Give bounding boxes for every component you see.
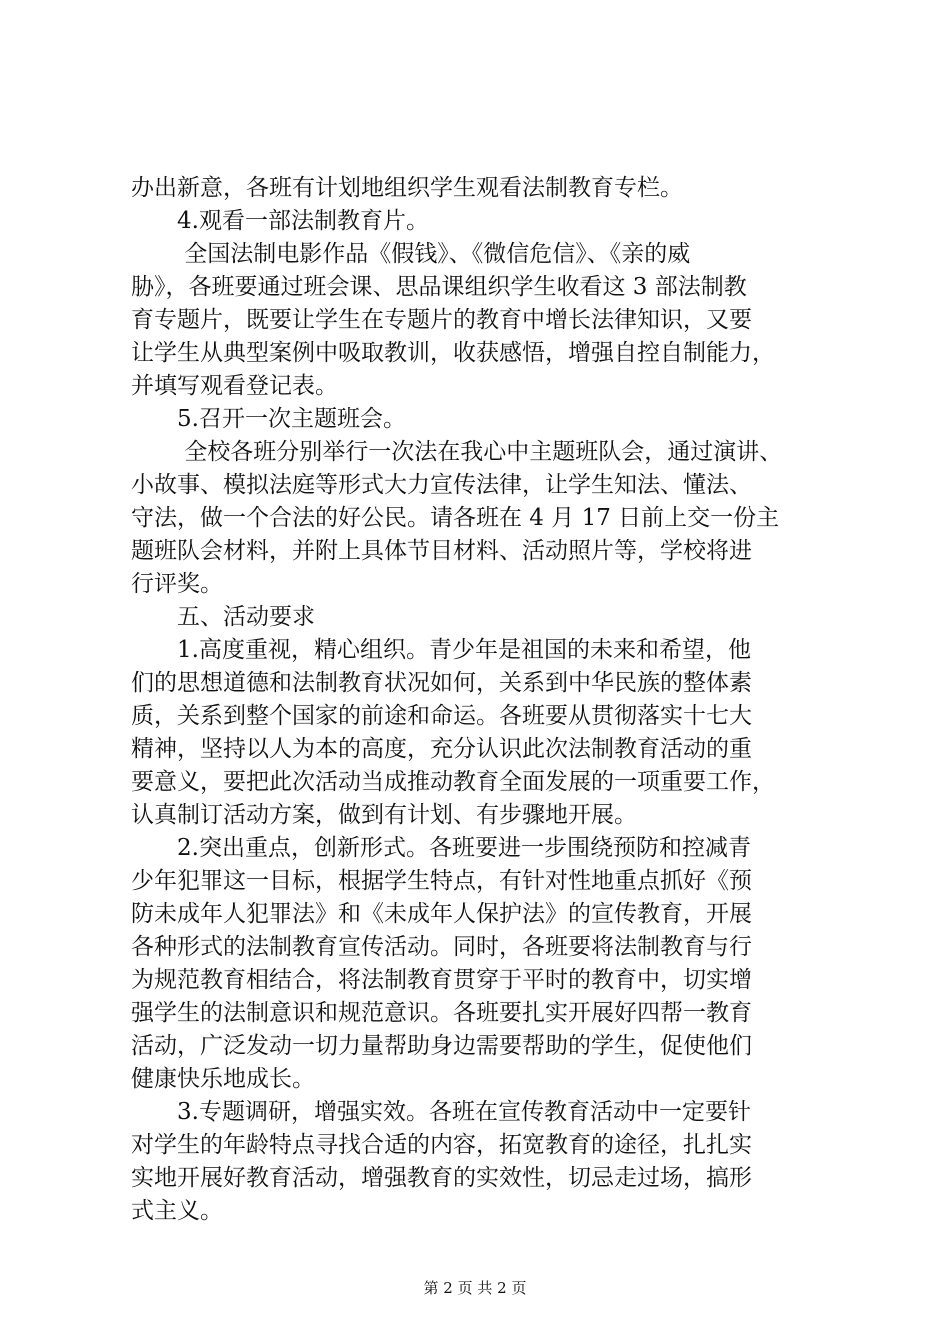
text-line: 式主义。 xyxy=(131,1198,223,1224)
page-footer xyxy=(0,1278,950,1298)
text-line: 行评奖。 xyxy=(131,571,223,597)
text-line: 们的思想道德和法制教育状况如何，关系到中华民族的整体素 xyxy=(131,670,752,696)
text-line: 活动，广泛发动一切力量帮助身边需要帮助的学生，促使他们 xyxy=(131,1033,752,1059)
text-line: 对学生的年龄特点寻找合适的内容，拓宽教育的途径，扎扎实 xyxy=(131,1132,752,1158)
text-line: 防未成年人犯罪法》和《未成年人保护法》的宣传教育，开展 xyxy=(131,901,752,927)
text-line: 4.观看一部法制教育片。 xyxy=(131,208,429,234)
document-body xyxy=(131,172,831,1228)
text-line: 2.突出重点，创新形式。各班要进一步围绕预防和控减青 xyxy=(131,835,751,861)
text-line: 让学生从典型案例中吸取教训，收获感悟，增强自控自制能力， xyxy=(131,340,775,366)
text-line: 质，关系到整个国家的前途和命运。各班要从贯彻落实十七大 xyxy=(131,703,752,729)
text-line: 为规范教育相结合，将法制教育贯穿于平时的教育中，切实增 xyxy=(131,967,752,993)
text-line: 实地开展好教育活动，增强教育的实效性，切忌走过场，搞形 xyxy=(131,1165,752,1191)
text-line: 要意义，要把此次活动当成推动教育全面发展的一项重要工作， xyxy=(131,769,775,795)
text-line: 胁》，各班要通过班会课、思品课组织学生收看这 3 部法制教 xyxy=(131,274,747,300)
section-heading: 五、活动要求 xyxy=(131,604,315,630)
text-line: 健康快乐地成长。 xyxy=(131,1066,315,1092)
text-line: 认真制订活动方案，做到有计划、有步骤地开展。 xyxy=(131,802,637,828)
text-line: 小故事、模拟法庭等形式大力宣传法律，让学生知法、懂法、 xyxy=(131,472,752,498)
text-line: 3.专题调研，增强实效。各班在宣传教育活动中一定要针 xyxy=(131,1099,751,1125)
text-line: 育专题片，既要让学生在专题片的教育中增长法律知识，又要 xyxy=(131,307,752,333)
text-line: 守法，做一个合法的好公民。请各班在 4 月 17 日前上交一份主 xyxy=(131,505,780,531)
text-line: 题班队会材料，并附上具体节目材料、活动照片等，学校将进 xyxy=(131,538,752,564)
text-line: 全国法制电影作品《假钱》、《微信危信》、《亲的威 xyxy=(131,241,691,267)
text-line: 1.高度重视，精心组织。青少年是祖国的未来和希望，他 xyxy=(131,637,751,663)
text-line: 少年犯罪这一目标，根据学生特点，有针对性地重点抓好《预 xyxy=(131,868,752,894)
text-line: 强学生的法制意识和规范意识。各班要扎实开展好四帮一教育 xyxy=(131,1000,752,1026)
page-number: 第 2 页 共 2 页 xyxy=(423,1279,527,1297)
text-line: 精神，坚持以人为本的高度，充分认识此次法制教育活动的重 xyxy=(131,736,752,762)
text-line: 并填写观看登记表。 xyxy=(131,373,338,399)
text-line: 办出新意，各班有计划地组织学生观看法制教育专栏。 xyxy=(131,175,683,201)
text-line: 5.召开一次主题班会。 xyxy=(131,406,406,432)
text-line: 各种形式的法制教育宣传活动。同时，各班要将法制教育与行 xyxy=(131,934,752,960)
text-line: 全校各班分别举行一次法在我心中主题班队会，通过演讲、 xyxy=(131,439,783,465)
